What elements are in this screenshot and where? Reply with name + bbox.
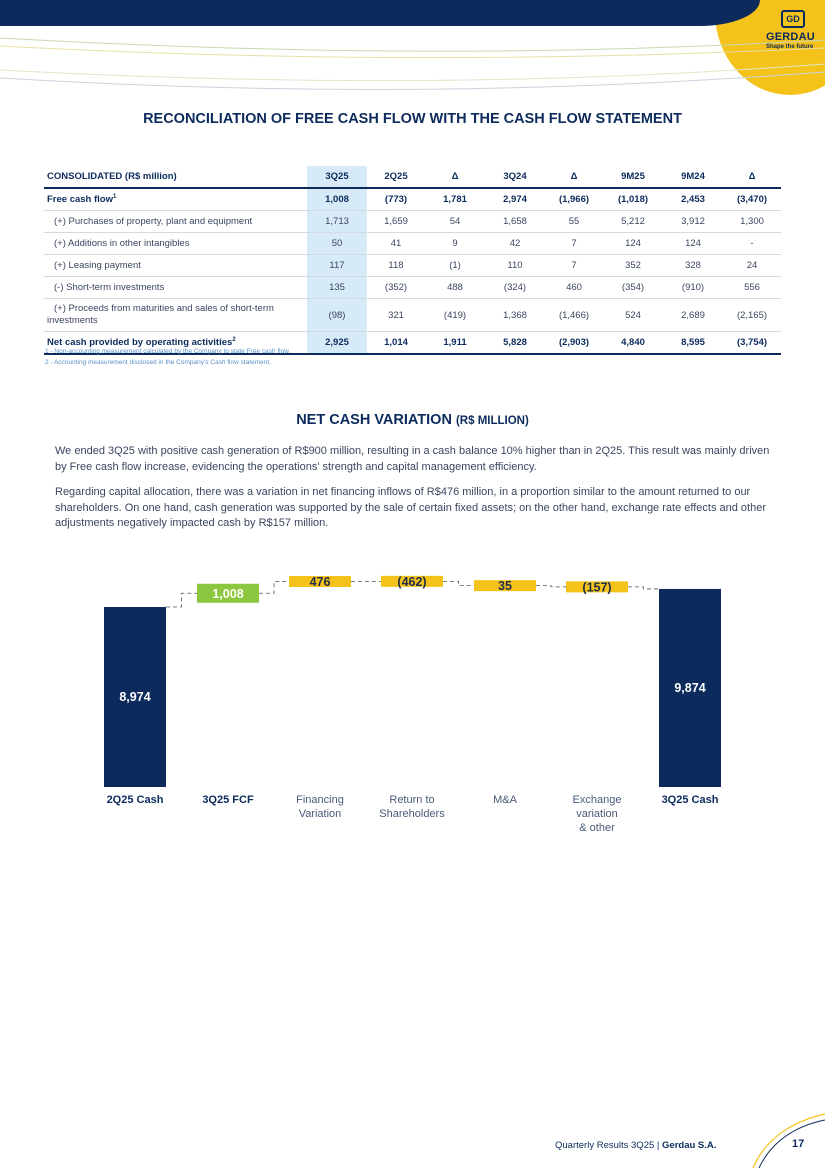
table-cell: 118 bbox=[367, 255, 425, 277]
column-header: 3Q24 bbox=[485, 166, 545, 188]
footer-text bbox=[555, 1140, 716, 1151]
table-cell: (354) bbox=[603, 277, 663, 299]
connector-line bbox=[628, 587, 659, 589]
table-cell: 1,658 bbox=[485, 211, 545, 233]
footer-doc: Quarterly Results 3Q25 bbox=[555, 1140, 655, 1151]
table-cell: 7 bbox=[545, 255, 603, 277]
gerdau-logo-icon: GD bbox=[781, 10, 805, 28]
column-header: 2Q25 bbox=[367, 166, 425, 188]
table-cell: (910) bbox=[663, 277, 723, 299]
column-header: Δ bbox=[723, 166, 781, 188]
table-cell: 135 bbox=[307, 277, 367, 299]
column-header: CONSOLIDATED (R$ million) bbox=[44, 166, 307, 188]
table-cell: 2,689 bbox=[663, 299, 723, 332]
x-tick-label: Exchange variation & other bbox=[572, 794, 622, 834]
brand-tagline: Shape the future bbox=[766, 44, 814, 50]
table-cell: 50 bbox=[307, 233, 367, 255]
table-cell: 321 bbox=[367, 299, 425, 332]
row-label: (+) Leasing payment bbox=[44, 255, 307, 277]
table-cell: (1,018) bbox=[603, 188, 663, 211]
table-cell: 3,912 bbox=[663, 211, 723, 233]
row-label: (+) Purchases of property, plant and equipment bbox=[44, 211, 307, 233]
table-cell: (1) bbox=[425, 255, 485, 277]
connector-line bbox=[443, 581, 474, 585]
table-cell: (3,754) bbox=[723, 332, 781, 355]
footer-separator: | bbox=[656, 1140, 660, 1151]
bar-data-label: 8,974 bbox=[119, 690, 151, 704]
x-tick-label: 3Q25 FCF bbox=[202, 794, 254, 806]
table-cell: 4,840 bbox=[603, 332, 663, 355]
table-cell: 41 bbox=[367, 233, 425, 255]
table-cell: 2,453 bbox=[663, 188, 723, 211]
table-cell: (1,466) bbox=[545, 299, 603, 332]
table-row bbox=[44, 188, 781, 211]
brand-name: GERDAU bbox=[766, 31, 815, 43]
table-cell: 1,368 bbox=[485, 299, 545, 332]
paragraph: Regarding capital allocation, there was a variation in net financing inflows of R$476 million, in a proportion similar to the amount returned to our shareholders. On one hand, cash generation was supported by the sale of certain fixed assets; on the other hand, exchange rate effects and other adjustments negatively impacted cash by R$157 million. bbox=[55, 486, 766, 529]
connector-line bbox=[536, 586, 566, 587]
row-label: (-) Short-term investments bbox=[44, 277, 307, 299]
table-row bbox=[44, 255, 781, 277]
table-row bbox=[44, 233, 781, 255]
table-cell: 2,925 bbox=[307, 332, 367, 355]
bar-data-label: (462) bbox=[397, 574, 427, 589]
connector-line bbox=[259, 582, 289, 594]
footnote-ref: 1 bbox=[113, 193, 117, 200]
table-cell: - bbox=[723, 233, 781, 255]
table-cell: 110 bbox=[485, 255, 545, 277]
table-cell: (324) bbox=[485, 277, 545, 299]
table-cell: (419) bbox=[425, 299, 485, 332]
table-cell: (773) bbox=[367, 188, 425, 211]
table-cell: (2,903) bbox=[545, 332, 603, 355]
bar-data-label: 476 bbox=[309, 575, 331, 590]
table-row bbox=[44, 277, 781, 299]
table-cell: 352 bbox=[603, 255, 663, 277]
table-cell: (98) bbox=[307, 299, 367, 332]
table-cell: (352) bbox=[367, 277, 425, 299]
table-cell: 8,595 bbox=[663, 332, 723, 355]
waterfall-chart bbox=[0, 560, 825, 845]
x-tick-label: M&A bbox=[493, 794, 517, 806]
table-header-row bbox=[44, 166, 781, 188]
table-cell: 24 bbox=[723, 255, 781, 277]
column-header: Δ bbox=[425, 166, 485, 188]
table-cell: 2,974 bbox=[485, 188, 545, 211]
table-cell: (1,966) bbox=[545, 188, 603, 211]
row-label: (+) Additions in other intangibles bbox=[44, 233, 307, 255]
table-cell: 488 bbox=[425, 277, 485, 299]
bar-data-label: 9,874 bbox=[674, 680, 706, 695]
table-cell: 5,212 bbox=[603, 211, 663, 233]
column-header: 9M25 bbox=[603, 166, 663, 188]
unit-label: (R$ MILLION) bbox=[455, 415, 529, 427]
paragraph: We ended 3Q25 with positive cash generation of R$900 million, resulting in a cash balance 10% higher than in 2Q25. This result was mainly driven by Free cash flow increase, evidencing the operations' strength and capital management efficiency. bbox=[55, 445, 770, 473]
table-cell: (2,165) bbox=[723, 299, 781, 332]
table-cell: 460 bbox=[545, 277, 603, 299]
row-label: Free cash flow$^1$ bbox=[44, 188, 307, 211]
table-cell: 9 bbox=[425, 233, 485, 255]
table-cell: 5,828 bbox=[485, 332, 545, 355]
table-cell: 1,659 bbox=[367, 211, 425, 233]
table-cell: 124 bbox=[603, 233, 663, 255]
column-header: Δ bbox=[545, 166, 603, 188]
table-cell: 42 bbox=[485, 233, 545, 255]
section-title-net-cash: NET CASH VARIATION (R$ MILLION) bbox=[296, 412, 529, 428]
table-cell: 55 bbox=[545, 211, 603, 233]
x-tick-label: Return to Shareholders bbox=[379, 794, 445, 820]
table-row bbox=[44, 299, 781, 332]
x-tick-label: 2Q25 Cash bbox=[106, 794, 164, 806]
table-cell: 117 bbox=[307, 255, 367, 277]
table-cell: 124 bbox=[663, 233, 723, 255]
table-cell: 1,911 bbox=[425, 332, 485, 355]
table-cell: 1,781 bbox=[425, 188, 485, 211]
table-cell: 1,014 bbox=[367, 332, 425, 355]
column-header: 3Q25 bbox=[307, 166, 367, 188]
reconciliation-table bbox=[44, 166, 781, 355]
table-cell: 1,300 bbox=[723, 211, 781, 233]
table-cell: 1,008 bbox=[307, 188, 367, 211]
page-number: 17 bbox=[792, 1138, 805, 1150]
footer-company: Gerdau S.A. bbox=[662, 1140, 717, 1151]
table-cell: 1,713 bbox=[307, 211, 367, 233]
x-tick-label: Financing Variation bbox=[296, 794, 344, 820]
table-cell: 556 bbox=[723, 277, 781, 299]
column-header: 9M24 bbox=[663, 166, 723, 188]
bar-data-label: 35 bbox=[498, 579, 512, 594]
footnote-ref: 2 bbox=[232, 336, 236, 343]
table-cell: 7 bbox=[545, 233, 603, 255]
table-cell: 54 bbox=[425, 211, 485, 233]
header-decor-lines bbox=[0, 0, 825, 100]
bar-data-label: 1,008 bbox=[212, 586, 244, 601]
row-label: (+) Proceeds from maturities and sales of short-term investments bbox=[44, 299, 307, 332]
bar-data-label: (157) bbox=[582, 580, 612, 595]
table-cell: (3,470) bbox=[723, 188, 781, 211]
table-row bbox=[44, 211, 781, 233]
table-cell: 524 bbox=[603, 299, 663, 332]
footnote: 1 - Non-accounting measurement calculated by the Company to state Free cash flow. bbox=[45, 348, 291, 355]
row-label: Net cash provided by operating activities$^2$ bbox=[44, 332, 307, 355]
footnote: 2 - Accounting measurement disclosed in the Company's Cash flow statement. bbox=[45, 359, 271, 366]
section-title-reconciliation: RECONCILIATION OF FREE CASH FLOW WITH THE CASH FLOW STATEMENT bbox=[143, 111, 682, 127]
footer-decor-curve bbox=[745, 1110, 825, 1168]
connector-line bbox=[166, 593, 197, 607]
x-tick-label: 3Q25 Cash bbox=[661, 794, 719, 806]
table-cell: 328 bbox=[663, 255, 723, 277]
